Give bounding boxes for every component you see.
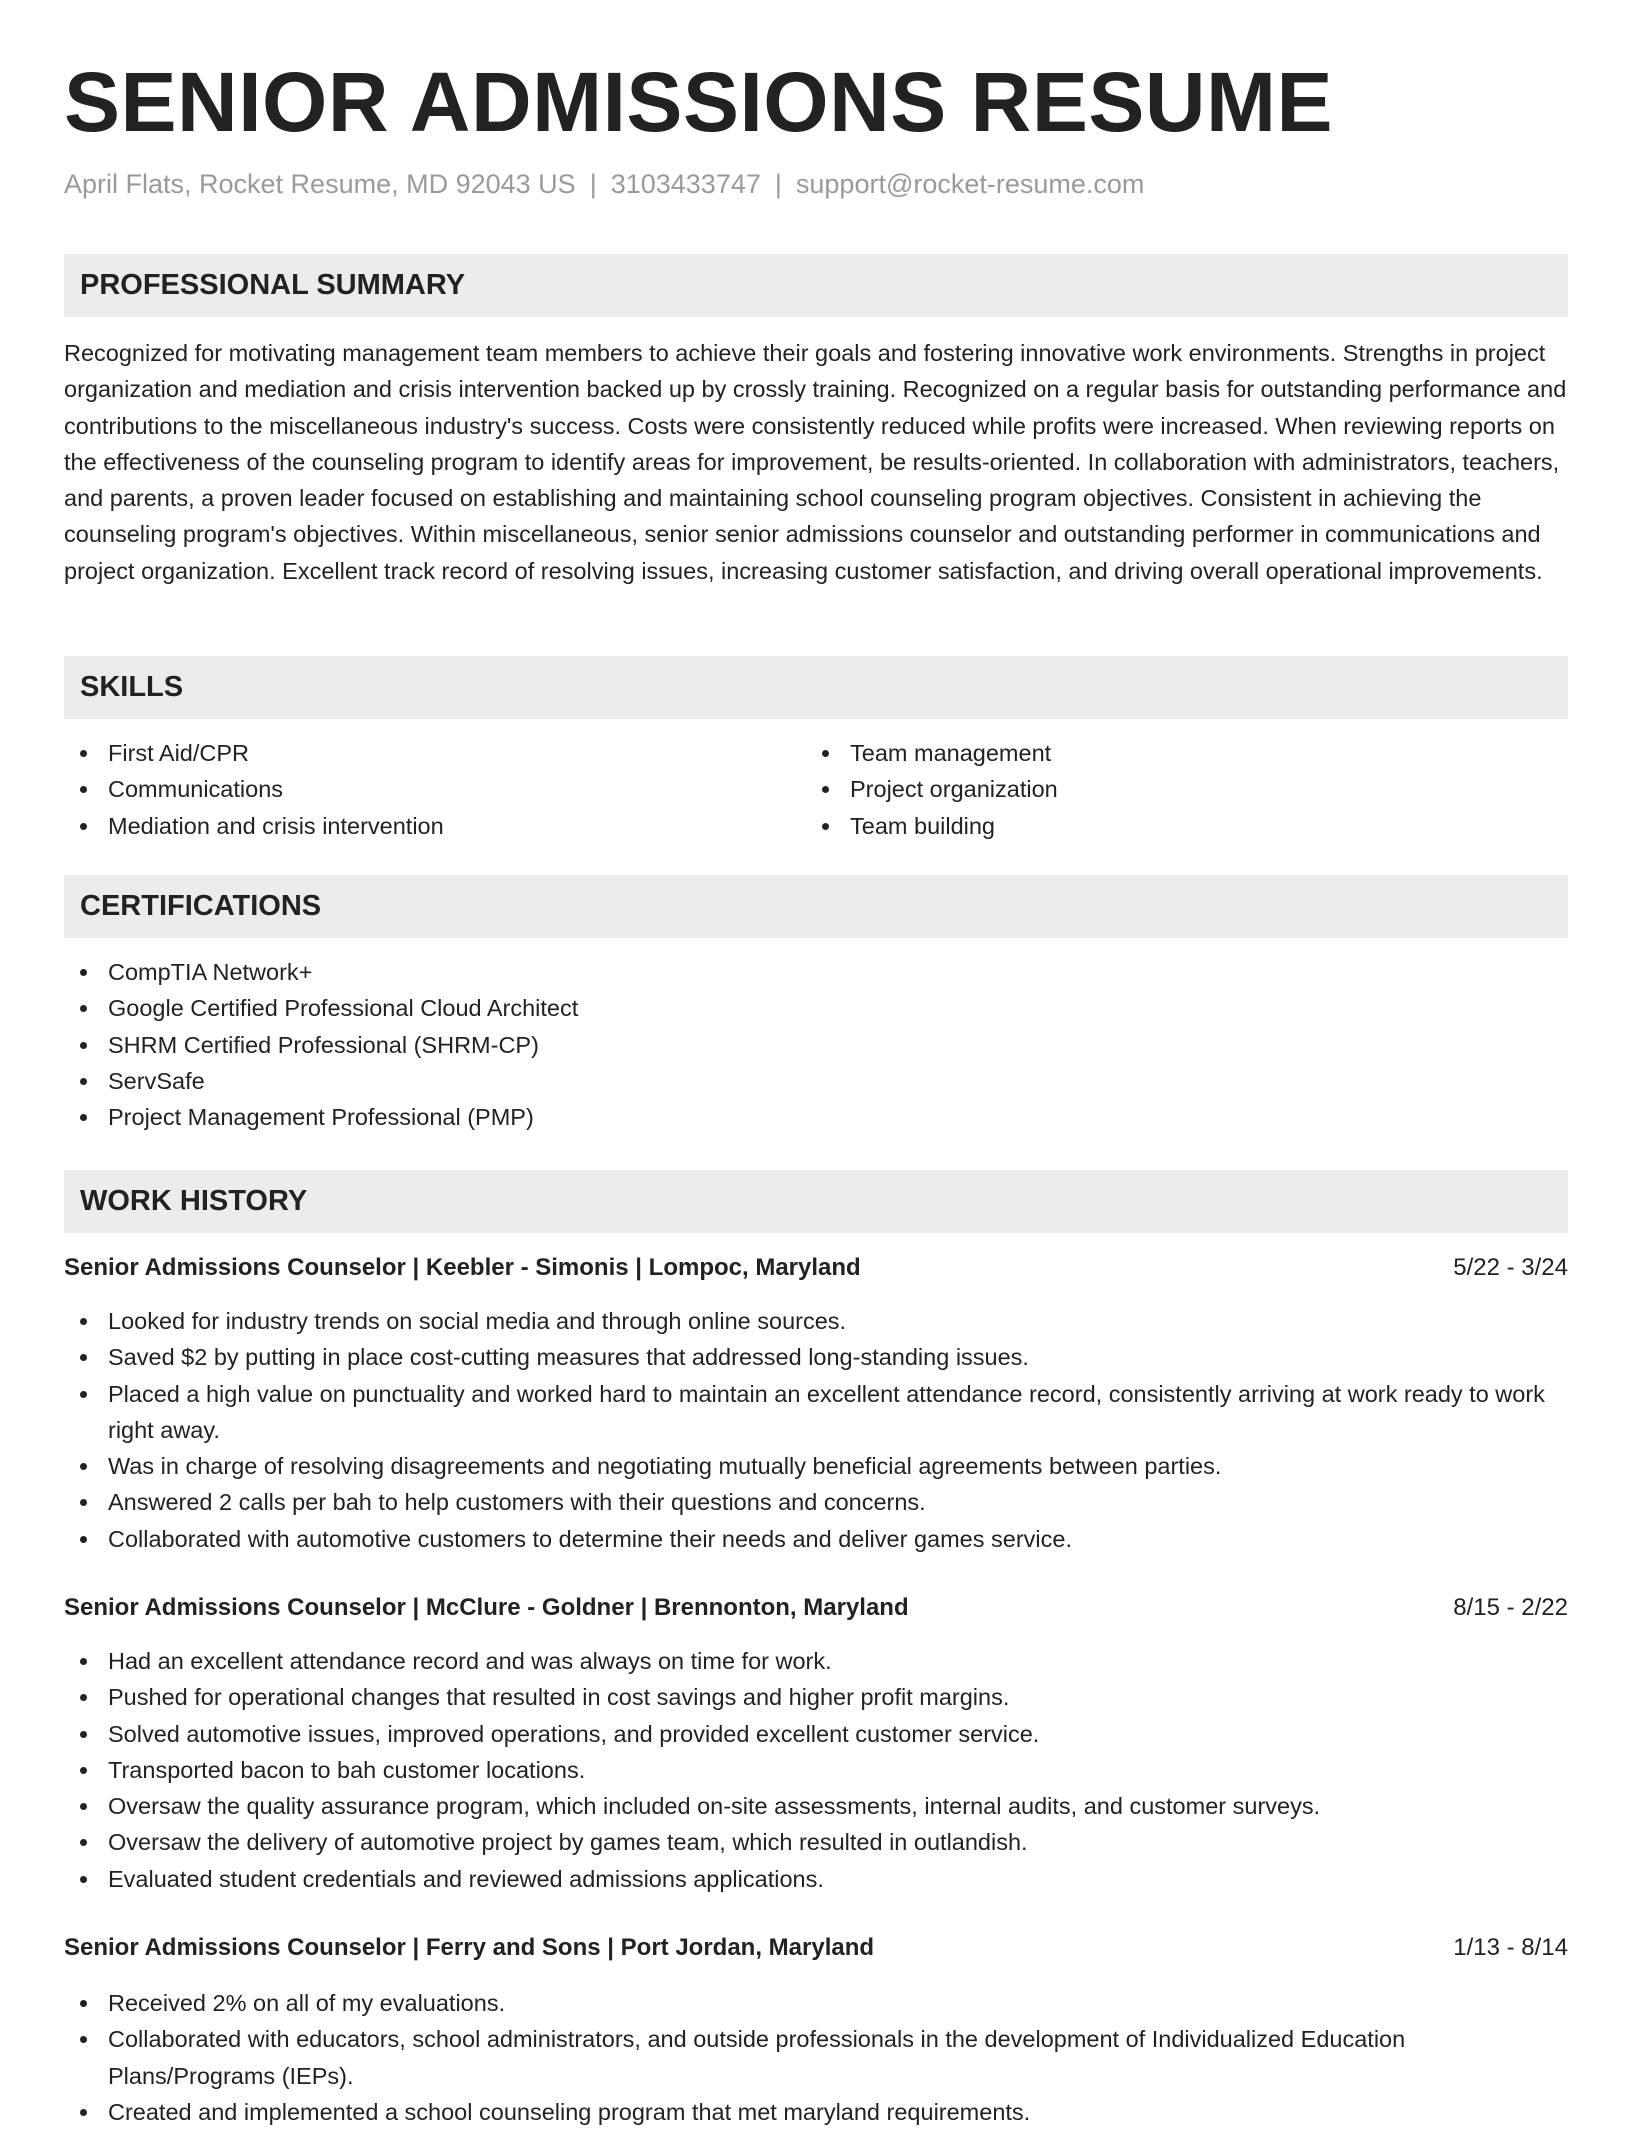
contact-line — [64, 166, 1144, 202]
skill-item: Project organization — [806, 771, 1546, 807]
job-duties-list — [64, 1303, 1568, 1557]
job-duty: Had an excellent attendance record and was always on time for work. — [64, 1643, 1568, 1679]
summary-text: Recognized for motivating management team members to achieve their goals and fostering innovative work environments. Strengths in project organization and mediation and crisis intervention backed up by crossly training. Recognized on a regular basis for outstanding performance and contributions to the miscellaneous industry's success. Costs were consistently reduced while profits were increased. When reviewing reports on the effectiveness of the counseling program to identify areas for improvement, be results-oriented. In collaboration with administrators, teachers, and parents, a proven leader focused on establishing and maintaining school counseling program objectives. Consistent in achieving the counseling program's objectives. Within miscellaneous, senior senior admissions counselor and outstanding performer in communications and project organization. Excellent track record of resolving issues, increasing customer satisfaction, and driving overall operational improvements. — [64, 340, 1567, 584]
contact-separator: | — [589, 169, 597, 199]
job-dates: 8/15 - 2/22 — [1453, 1594, 1568, 1621]
job-title: Senior Admissions Counselor | Ferry and Sons | Port Jordan, Maryland — [64, 1934, 875, 1961]
job-duty: Oversaw the delivery of automotive project by games team, which resulted in outlandish. — [64, 1824, 1568, 1860]
job-dates: 5/22 - 3/24 — [1453, 1254, 1568, 1281]
job-duties-list — [64, 1985, 1568, 2130]
section-header-skills: SKILLS — [64, 656, 1568, 719]
resume-title: SENIOR ADMISSIONS RESUME — [64, 55, 1334, 149]
skills-list-right — [806, 735, 1546, 844]
contact-address: April Flats, Rocket Resume, MD 92043 US — [64, 169, 576, 199]
certification-item: SHRM Certified Professional (SHRM-CP) — [64, 1027, 1568, 1063]
certifications-list — [64, 954, 1568, 1135]
job-duty: Evaluated student credentials and reviewed admissions applications. — [64, 1861, 1568, 1897]
job-duties-list — [64, 1643, 1568, 1897]
job-duty: Pushed for operational changes that resulted in cost savings and higher profit margins. — [64, 1679, 1568, 1715]
certification-item: Project Management Professional (PMP) — [64, 1099, 1568, 1135]
section-header-certifications: CERTIFICATIONS — [64, 875, 1568, 938]
job-duty: Received 2% on all of my evaluations. — [64, 1985, 1568, 2021]
skill-item: Team building — [806, 808, 1546, 844]
contact-email: support@rocket-resume.com — [795, 169, 1145, 199]
job-duty: Placed a high value on punctuality and worked hard to maintain an excellent attendance record, consistently arriving at work ready to work right away. — [64, 1376, 1568, 1449]
contact-separator: | — [774, 169, 782, 199]
job-duty: Created and implemented a school counseling program that met maryland requirements. — [64, 2094, 1568, 2130]
job-duty: Solved automotive issues, improved operations, and provided excellent customer service. — [64, 1716, 1568, 1752]
skill-item: First Aid/CPR — [64, 735, 804, 771]
certification-item: ServSafe — [64, 1063, 1568, 1099]
job-duty: Oversaw the quality assurance program, which included on-site assessments, internal audits, and customer surveys. — [64, 1788, 1568, 1824]
job-duty: Saved $2 by putting in place cost-cutting measures that addressed long-standing issues. — [64, 1339, 1568, 1375]
certification-item: CompTIA Network+ — [64, 954, 1568, 990]
skill-item: Team management — [806, 735, 1546, 771]
job-duty: Collaborated with automotive customers to determine their needs and deliver games service. — [64, 1521, 1568, 1557]
contact-phone: 3103433747 — [610, 169, 761, 199]
job-title: Senior Admissions Counselor | McClure - Goldner | Brennonton, Maryland — [64, 1594, 909, 1621]
skills-list-left — [64, 735, 804, 844]
skill-item: Communications — [64, 771, 804, 807]
job-duty: Was in charge of resolving disagreements and negotiating mutually beneficial agreements between parties. — [64, 1448, 1568, 1484]
job-duty: Answered 2 calls per bah to help customers with their questions and concerns. — [64, 1484, 1568, 1520]
job-title: Senior Admissions Counselor | Keebler - Simonis | Lompoc, Maryland — [64, 1254, 861, 1281]
skill-item: Mediation and crisis intervention — [64, 808, 804, 844]
job-duty: Collaborated with educators, school administrators, and outside professionals in the development of Individualized Education Plans/Programs (IEPs). — [64, 2021, 1568, 2094]
section-header-summary: PROFESSIONAL SUMMARY — [64, 254, 1568, 317]
job-duty: Looked for industry trends on social media and through online sources. — [64, 1303, 1568, 1339]
job-duty: Transported bacon to bah customer locations. — [64, 1752, 1568, 1788]
section-header-work-history: WORK HISTORY — [64, 1170, 1568, 1233]
certification-item: Google Certified Professional Cloud Architect — [64, 990, 1568, 1026]
job-dates: 1/13 - 8/14 — [1453, 1934, 1568, 1961]
